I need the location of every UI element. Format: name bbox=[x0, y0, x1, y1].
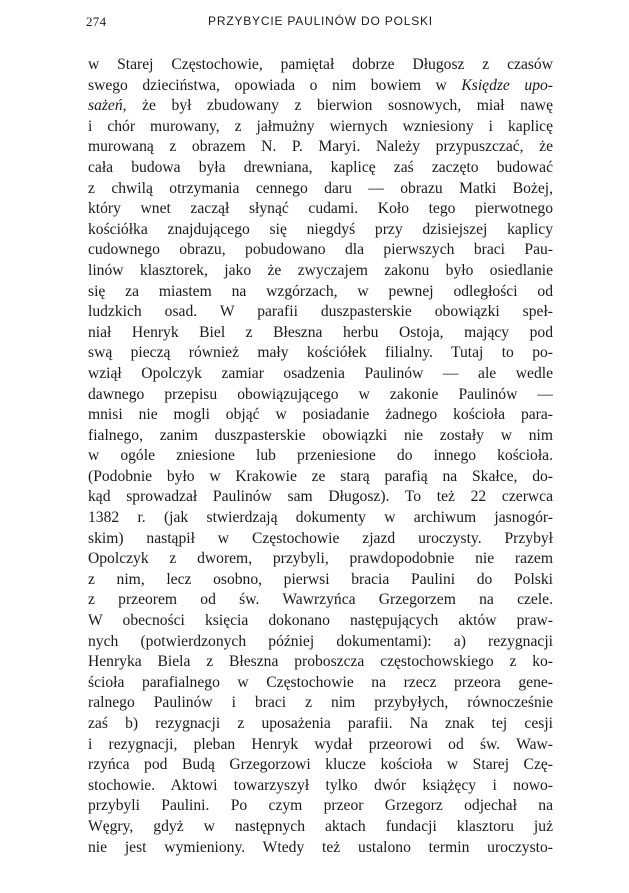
text-line: ścioła parafialnego w Częstochowie na rzecz przeora gene- bbox=[88, 673, 553, 691]
text-line: się za miastem na wzgórzach, w pewnej odległości od bbox=[88, 282, 553, 300]
text-line: i chór murowany, z jałmużny wiernych wzniesiony i kaplicę bbox=[88, 117, 553, 135]
text-line: mnisi nie mogli objąć w posiadanie żadnego kościoła para- bbox=[88, 406, 553, 424]
text-line: z przeorem od św. Wawrzyńca Grzegorzem na czele. bbox=[88, 591, 553, 609]
text-line: cała budowa była drewniana, kaplicę zaś zaczęto budować bbox=[88, 158, 553, 176]
text-line: ralnego Paulinów i braci z nim przybyłych, równocześnie bbox=[88, 694, 553, 712]
text-line bbox=[88, 96, 553, 117]
text-line: zaś b) rezygnacji z uposażenia parafii. Na znak tej cesji bbox=[88, 715, 553, 732]
text-line: i rezygnacji, pleban Henryk wydał przeorowi od św. Waw- bbox=[88, 735, 553, 753]
text-line: fialnego, zanim duszpasterskie obowiązki nie zostały w nim bbox=[88, 426, 553, 444]
text-line: kościółka znajdującego się niegdyś przy dzisiejszej kaplicy bbox=[88, 220, 553, 238]
text-line: skim) nastąpił w Częstochowie zjazd uroczysty. Przybył bbox=[88, 529, 553, 547]
page-number: 274 bbox=[86, 14, 107, 29]
text-line: z chwilą otrzymania cennego daru — obrazu Matki Bożej, bbox=[88, 179, 553, 197]
italic-title: sażeń bbox=[88, 97, 123, 115]
book-page bbox=[88, 14, 553, 858]
text-line: murowaną z obrazem N. P. Maryi. Należy przypuszczać, że bbox=[88, 138, 553, 156]
text-line: w Starej Częstochowie, pamiętał dobrze Długosz z czasów bbox=[88, 56, 553, 73]
text-line: ludzkich osad. W parafii duszpasterskie obowiązki speł- bbox=[88, 303, 553, 321]
text-line-part: swego dzieciństwa, opowiada o nim bowiem w bbox=[88, 76, 462, 94]
text-line: który wnet zaczął słynąć cudami. Koło tego pierwotnego bbox=[88, 200, 553, 218]
text-line: nie jest wymieniony. Wtedy też ustalono termin uroczysto- bbox=[88, 838, 553, 856]
text-line: wziął Opolczyk zamiar osadzenia Paulinów — ale wedle bbox=[88, 364, 553, 382]
running-title: PRZYBYCIE PAULINÓW DO POLSKI bbox=[208, 14, 433, 28]
text-line: swą pieczą również mały kościółek filialny. Tutaj to po- bbox=[88, 344, 553, 362]
text-line: Henryka Biela z Błeszna proboszcza częstochowskiego z ko- bbox=[88, 653, 553, 671]
text-line: (Podobnie było w Krakowie ze starą parafią na Skałce, do- bbox=[88, 467, 553, 485]
text-line: rzyńca pod Budą Grzegorzowi klucze kościoła w Starej Czę- bbox=[88, 756, 553, 774]
text-line: stochowie. Aktowi towarzyszył tylko dwór książęcy i nowo- bbox=[88, 776, 553, 794]
text-line: 1382 r. (jak stwierdzają dokumenty w archiwum jasnogór- bbox=[88, 509, 553, 527]
text-line: w ogóle zniesione lub przeniesione do innego kościoła. bbox=[88, 447, 553, 465]
text-line: Opolczyk z dworem, przybyli, prawdopodobnie nie razem bbox=[88, 550, 553, 568]
text-line: dawnego przepisu obowiązującego w zakonie Paulinów — bbox=[88, 385, 553, 403]
body-text bbox=[88, 55, 553, 858]
text-line bbox=[88, 76, 553, 97]
text-line: W obecności księcia dokonano następujących aktów praw- bbox=[88, 612, 553, 630]
text-line: niał Henryk Biel z Błeszna herbu Ostoja, mający pod bbox=[88, 323, 553, 341]
text-line: nych (potwierdzonych później dokumentami): a) rezygnacji bbox=[88, 632, 553, 650]
italic-title: Księdze upo- bbox=[461, 76, 553, 94]
text-line: z nim, lecz osobno, pierwsi bracia Paulini do Polski bbox=[88, 570, 553, 588]
text-line-part: , że był zbudowany z bierwion sosnowych, miał nawę bbox=[122, 97, 553, 115]
running-head bbox=[88, 14, 553, 36]
text-line: Węgry, gdyż w następnych aktach fundacji klasztoru już bbox=[88, 817, 553, 835]
text-line: kąd sprowadzał Paulinów sam Długosz). To też 22 czerwca bbox=[88, 488, 553, 506]
text-line: cudownego obrazu, pobudowano dla pierwszych braci Pau- bbox=[88, 241, 553, 259]
text-line: linów klasztorek, jako że zwyczajem zakonu było osiedlanie bbox=[88, 261, 553, 279]
text-line: przybyli Paulini. Po czym przeor Grzegorz odjechał na bbox=[88, 797, 553, 815]
